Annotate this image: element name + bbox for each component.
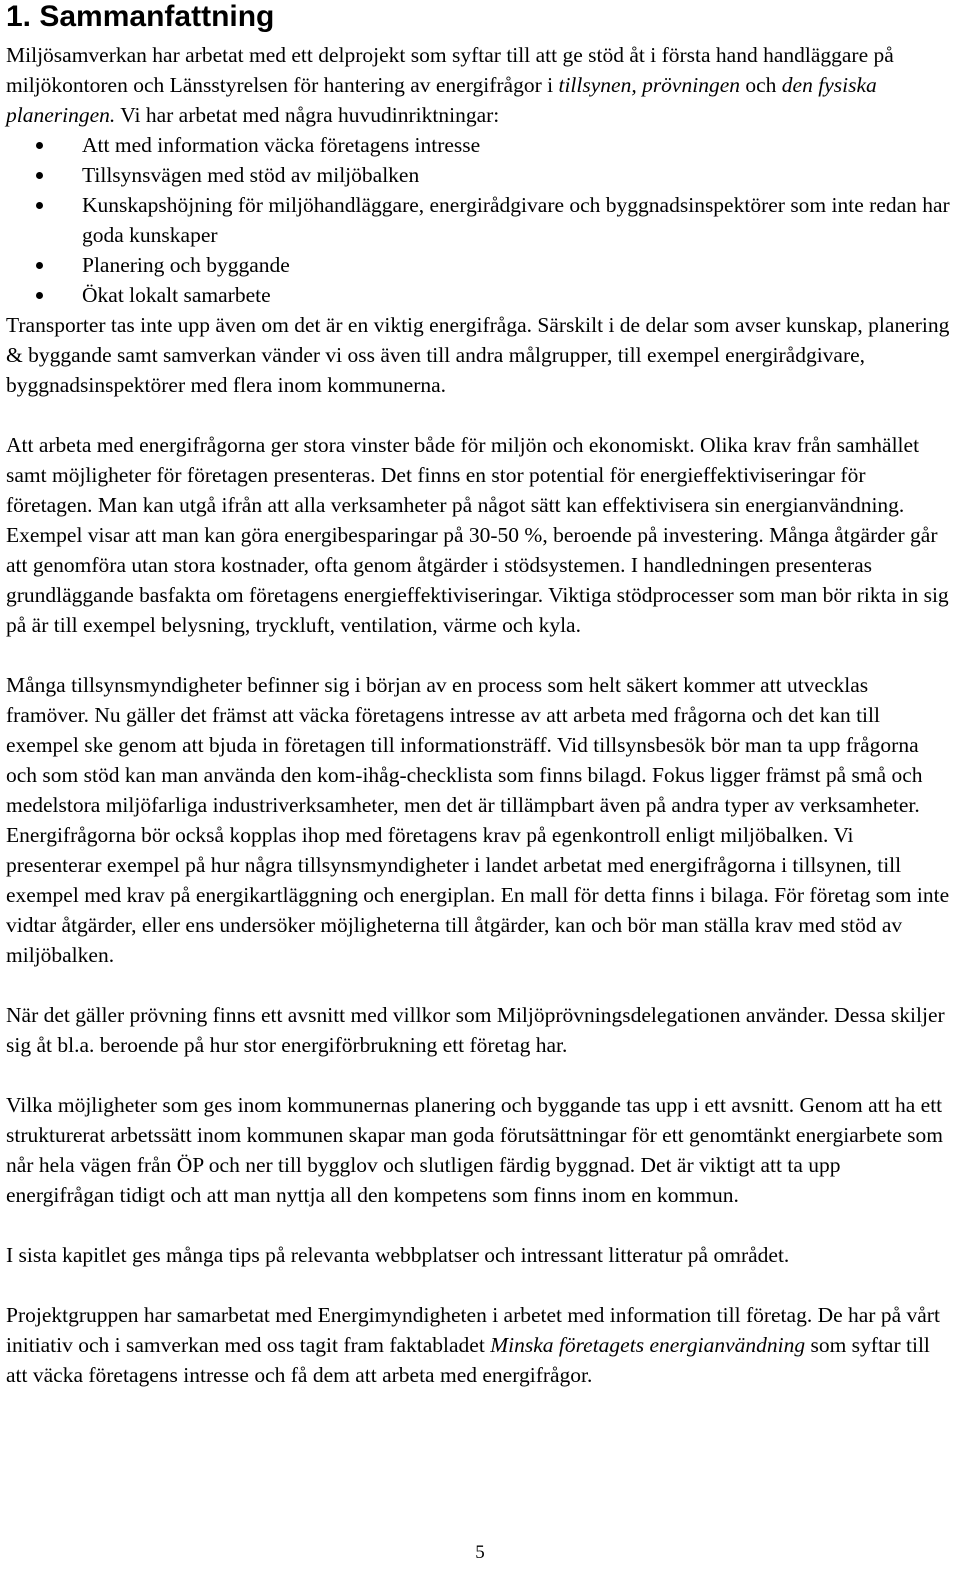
list-item: Att med information väcka företagens intresse bbox=[6, 130, 954, 160]
project-text-a: Projektgruppen har samarbetat med Energimyndigheten i arbetet med information till företag. De har på vårt initiativ och i samverkan med oss tagit fram faktabladet bbox=[6, 1303, 940, 1357]
page-number: 5 bbox=[475, 1542, 485, 1563]
list-item: Kunskapshöjning för miljöhandläggare, energirådgivare och byggnadsinspektörer som inte redan har goda kunskaper bbox=[6, 190, 954, 250]
intro-text-a: Miljösamverkan har arbetat med ett delprojekt som syftar till att ge stöd åt i första hand handläggare på miljökontoren och Länsstyrelsen för hantering av energifrågor i bbox=[6, 43, 894, 97]
planning-paragraph: Vilka möjligheter som ges inom kommunernas planering och byggande tas upp i ett avsnitt. Genom att ha ett strukturerat arbetssätt inom kommunen skapar man goda förutsättningar för ett genomtänkt energiarbete som når hela vägen från ÖP och ner till bygglov och slutligen färdig byggnad. Det är viktigt att ta upp energifrågan tidigt och att man nyttja all den kompetens som finns inom en kommun. bbox=[6, 1093, 943, 1207]
supervision-paragraph: Många tillsynsmyndigheter befinner sig i början av en process som helt säkert kommer att utvecklas framöver. Nu gäller det främst att väcka företagens intresse av att arbeta med frågorna och det kan till exempel ske genom att bjuda in företagen till informationsträff. Vid tillsynsbesök bör man ta upp frågorna och som stöd kan man använda den kom-ihåg-checklista som finns bilagd. Fokus ligger främst på små och medelstora miljöfarliga industriverksamheter, men det är tillämpbart även på andra typer av verksamheter. Energifrågorna bör också kopplas ihop med företagens krav på egenkontroll enligt miljöbalken. Vi presenterar exempel på hur några tillsynsmyndigheter i landet arbetat med energifrågorna i tillsynen, till exempel med krav på energikartläggning och energiplan. En mall för detta finns i bilaga. För företag som inte vidtar åtgärder, eller ens undersöker möjligheterna till åtgärder, kan och bör man ställa krav med stöd av miljöbalken. bbox=[6, 673, 950, 967]
energy-paragraph: Att arbeta med energifrågorna ger stora vinster både för miljön och ekonomiskt. Olika krav från samhället samt möjligheter för företagen presenteras. Det finns en stor potential för energieffektiviseringar för företagen. Man kan utgå ifrån att alla verksamheter på något sätt kan effektivisera sin energianvändning. Exempel visar att man kan göra energibesparingar på 30-50 %, beroende på investering. Många åtgärder går att genomföra utan stora kostnader, ofta genom åtgärder i stödsystemen. I handledningen presenteras grundläggande basfakta om företagens energieffektiviseringar. Viktiga stödprocesser som man bör rikta in sig på är till exempel belysning, tryckluft, ventilation, värme och kyla. bbox=[6, 433, 949, 637]
focus-list bbox=[6, 130, 954, 310]
list-item: Planering och byggande bbox=[6, 250, 954, 280]
project-paragraph bbox=[6, 1300, 954, 1390]
project-text-c: som syftar till att väcka företagens intresse och få dem att arbeta med energifrågor. bbox=[6, 1333, 930, 1387]
transport-paragraph: Transporter tas inte upp även om det är en viktig energifråga. Särskilt i de delar som avser kunskap, planering & byggande samt samverkan vänder vi oss även till andra målgrupper, till exempel energirådgivare, byggnadsinspektörer med flera inom kommunerna. bbox=[6, 313, 950, 397]
list-item: Tillsynsvägen med stöd av miljöbalken bbox=[6, 160, 954, 190]
document-page bbox=[6, 0, 954, 1390]
intro-text-d: den fysiska planeringen. bbox=[6, 73, 877, 127]
intro-paragraph bbox=[6, 40, 954, 130]
intro-text-b: tillsynen, prövningen bbox=[558, 73, 740, 97]
permit-paragraph: När det gäller prövning finns ett avsnitt med villkor som Miljöprövningsdelegationen använder. Dessa skiljer sig åt bl.a. beroende på hur stor energiförbrukning ett företag har. bbox=[6, 1003, 945, 1057]
project-text-b: Minska företagets energianvändning bbox=[490, 1333, 806, 1357]
page-title: 1. Sammanfattning bbox=[6, 0, 275, 33]
intro-text-e: Vi har arbetat med några huvudinriktningar: bbox=[115, 103, 500, 127]
intro-text-c: och bbox=[740, 73, 782, 97]
tips-paragraph: I sista kapitlet ges många tips på relevanta webbplatser och intressant litteratur på området. bbox=[6, 1243, 790, 1267]
list-item: Ökat lokalt samarbete bbox=[6, 280, 954, 310]
